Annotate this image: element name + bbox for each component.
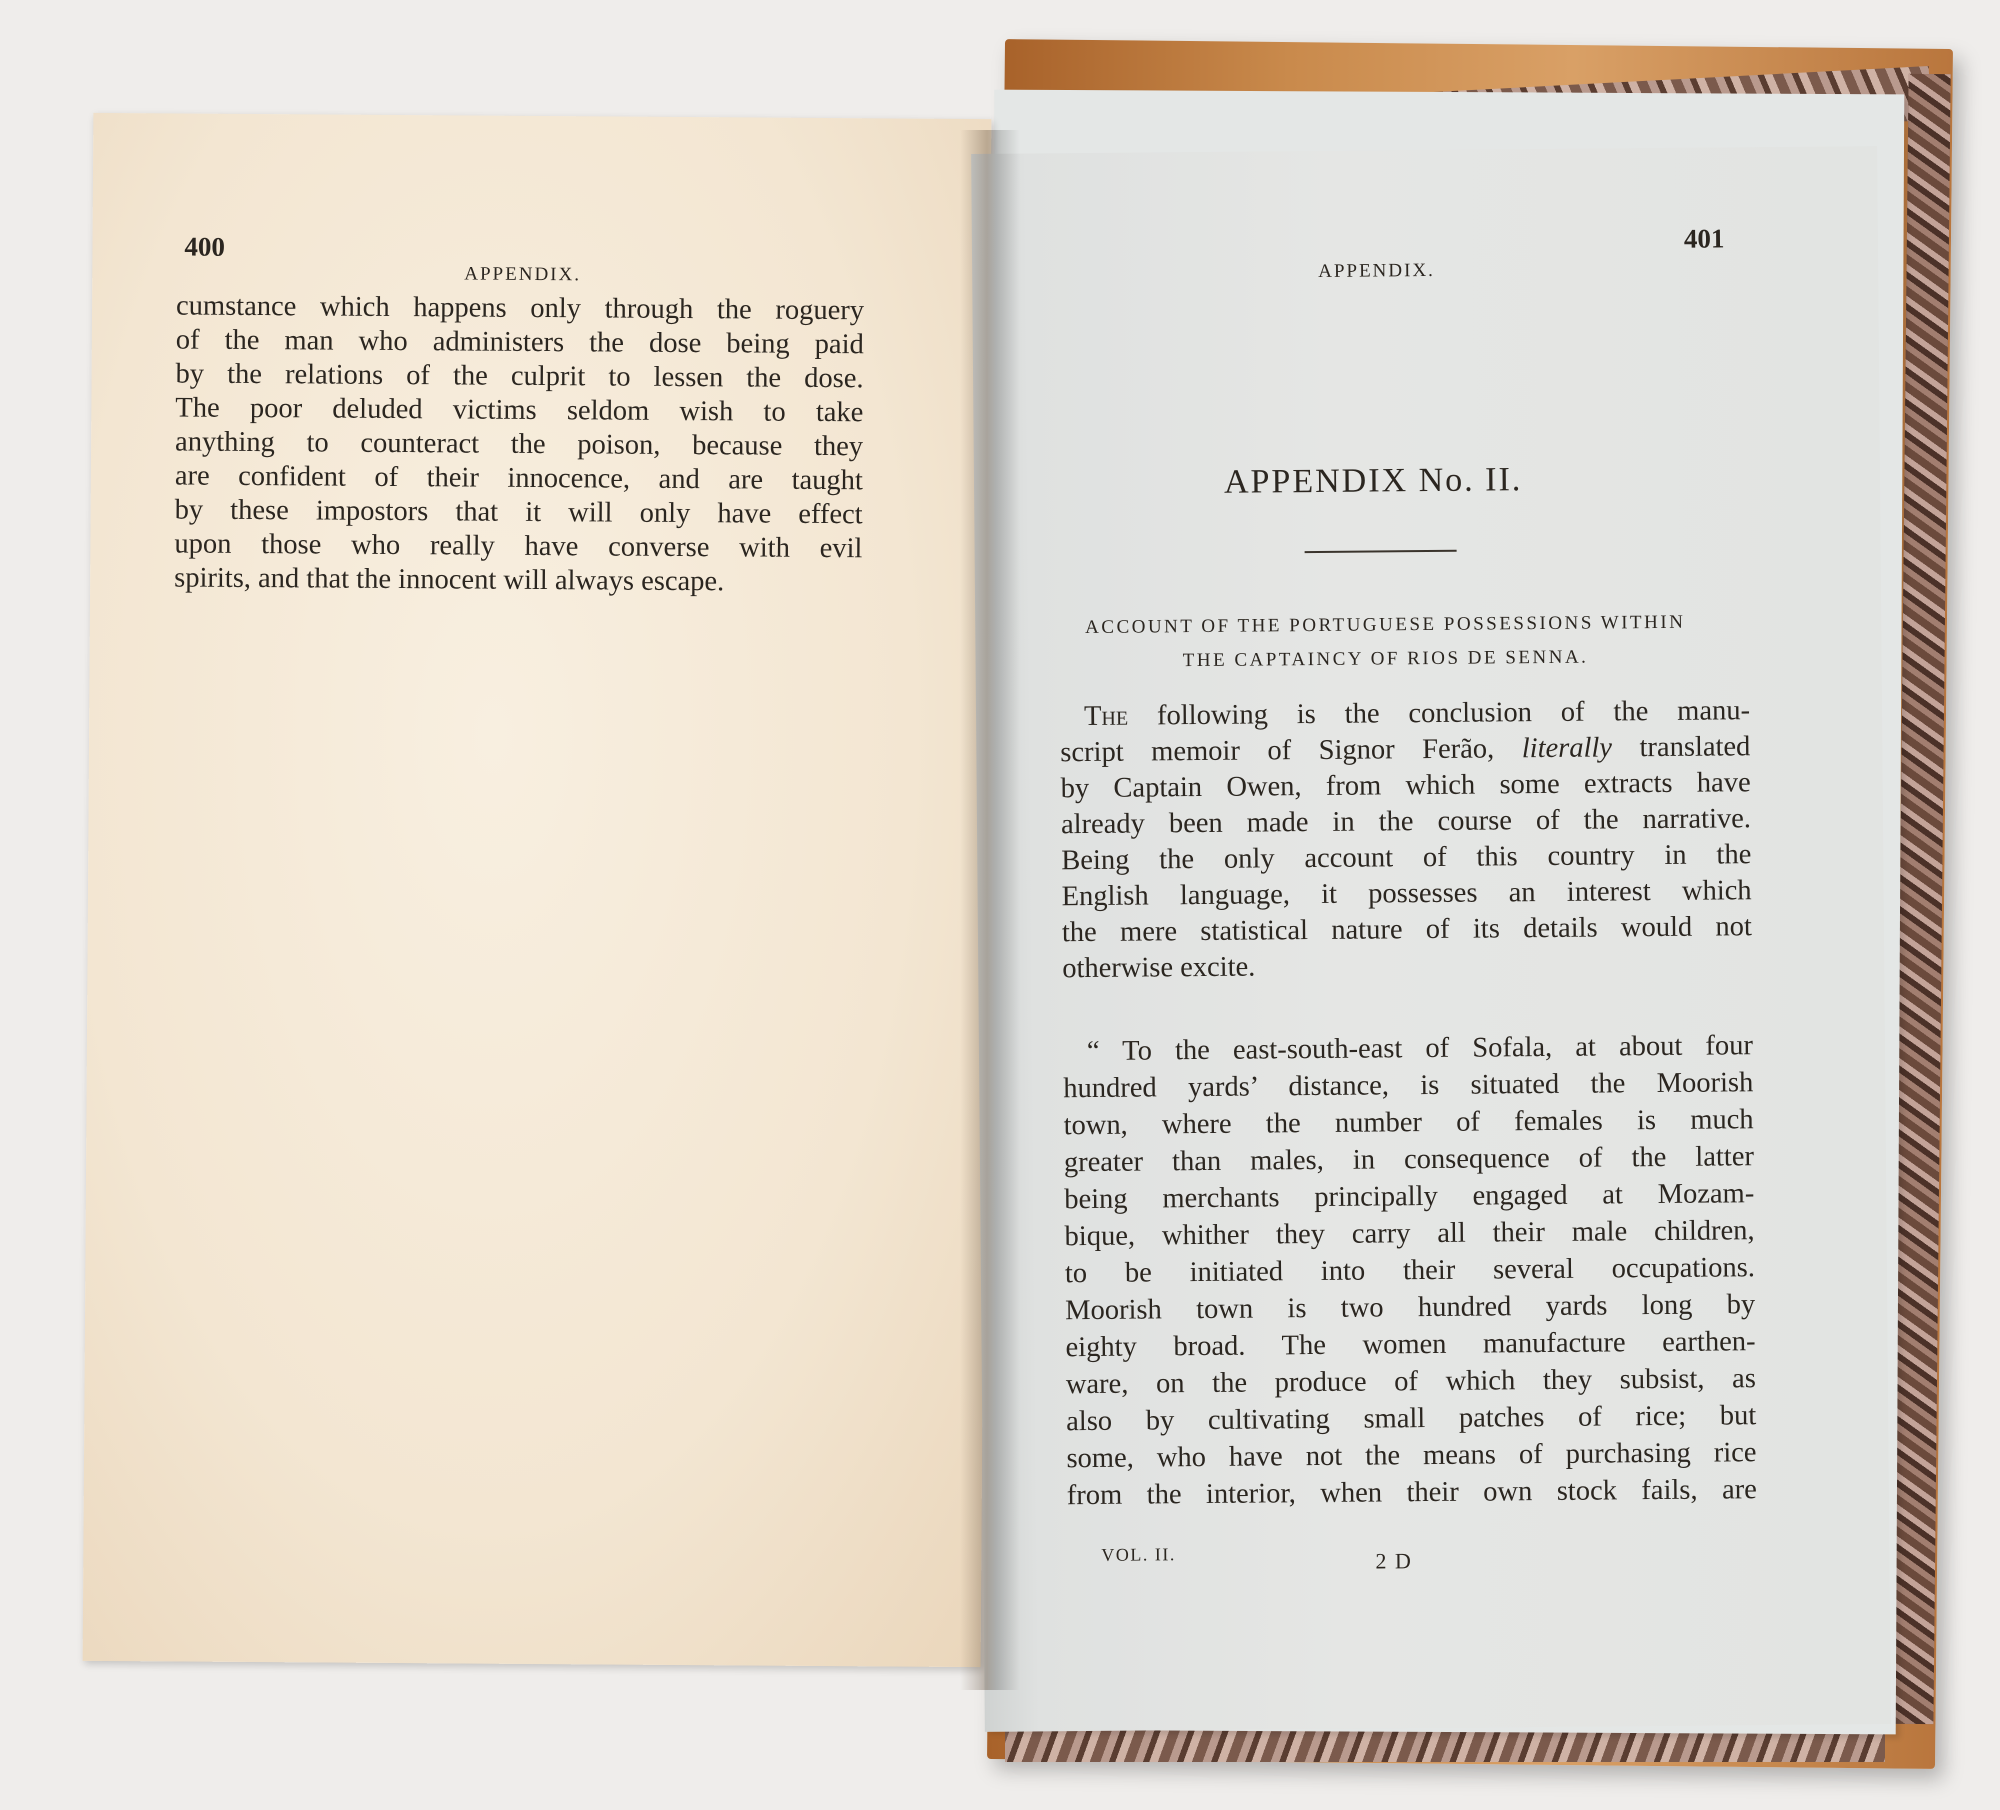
text-line: some, who have not the means of purchasing rice: [1066, 1437, 1757, 1475]
text-line: town, where the number of females is much: [1063, 1104, 1754, 1142]
text-line: The poor deluded victims seldom wish to take: [175, 392, 864, 429]
first-word: The: [1083, 700, 1129, 733]
text-line: ware, on the produce of which they subsist, as: [1065, 1363, 1756, 1401]
text-line: [1060, 729, 1750, 771]
text-line: greater than males, in consequence of the latter: [1063, 1141, 1755, 1179]
text-line: Being the only account of this country in the: [1061, 839, 1752, 877]
text-line: also by cultivating small patches of rice; but: [1066, 1400, 1757, 1438]
text-line: spirits, and that the innocent will always escape.: [174, 562, 725, 598]
appendix-title: APPENDIX No. II.: [1223, 461, 1523, 501]
right-page: [971, 146, 1891, 1732]
text-fragment: script memoir of Signor Ferão,: [1060, 733, 1495, 769]
text-line: [1060, 693, 1750, 735]
running-head-left: APPENDIX.: [464, 263, 582, 286]
text-line: English language, it possesses an interest which: [1061, 875, 1752, 913]
paragraph-2: [1063, 1027, 1757, 1514]
page-number-left: 400: [184, 231, 226, 262]
title-rule: [1305, 550, 1457, 553]
text-line: to be initiated into their several occupations.: [1064, 1252, 1756, 1290]
running-head-right: APPENDIX.: [1318, 259, 1435, 282]
text-line: otherwise excite.: [1062, 951, 1256, 985]
text-line: anything to counteract the poison, because they: [175, 426, 864, 463]
text-line: eighty broad. The women manufacture earthen-: [1065, 1326, 1756, 1364]
text-line: being merchants principally engaged at Mozam-: [1064, 1178, 1755, 1216]
text-line: already been made in the course of the narrative.: [1060, 803, 1752, 841]
text-line: are confident of their innocence, and are taught: [174, 460, 863, 497]
text-line: by Captain Owen, from which some extracts have: [1060, 767, 1751, 805]
book-gutter: [960, 130, 1020, 1690]
text-fragment: translated: [1639, 731, 1751, 764]
subtitle-line: THE CAPTAINCY OF RIOS DE SENNA.: [1182, 646, 1589, 672]
text-line: by the relations of the culprit to lessen the dose.: [175, 358, 864, 395]
left-page: [83, 113, 992, 1667]
text-line: cumstance which happens only through the roguery: [175, 290, 865, 327]
text-line: upon those who really have converse with evil: [174, 528, 863, 565]
text-line: by these impostors that it will only have effect: [174, 494, 863, 531]
text-line: hundred yards’ distance, is situated the Moorish: [1063, 1067, 1754, 1105]
left-page-text: [174, 289, 864, 600]
text-line: “ To the east-south-east of Sofala, at about four: [1086, 1030, 1754, 1068]
subtitle-line: ACCOUNT OF THE PORTUGUESE POSSESSIONS WITHIN: [1085, 611, 1686, 639]
text-line: bique, whither they carry all their male children,: [1064, 1215, 1755, 1253]
paragraph-1: [1060, 693, 1752, 987]
footer-volume: VOL. II.: [1101, 1544, 1176, 1565]
footer-signature: 2 D: [1375, 1548, 1413, 1574]
text-line: the mere statistical nature of its details would not: [1061, 911, 1753, 949]
italic-word: literally: [1521, 732, 1613, 765]
text-line: from the interior, when their own stock fails, are: [1066, 1474, 1757, 1512]
page-number-right: 401: [1683, 223, 1725, 254]
text-fragment: following is the conclusion of the manu-: [1156, 695, 1751, 732]
text-line: of the man who administers the dose being paid: [175, 324, 864, 361]
text-line: Moorish town is two hundred yards long by: [1065, 1289, 1756, 1327]
section-subtitle: [1035, 605, 1736, 679]
